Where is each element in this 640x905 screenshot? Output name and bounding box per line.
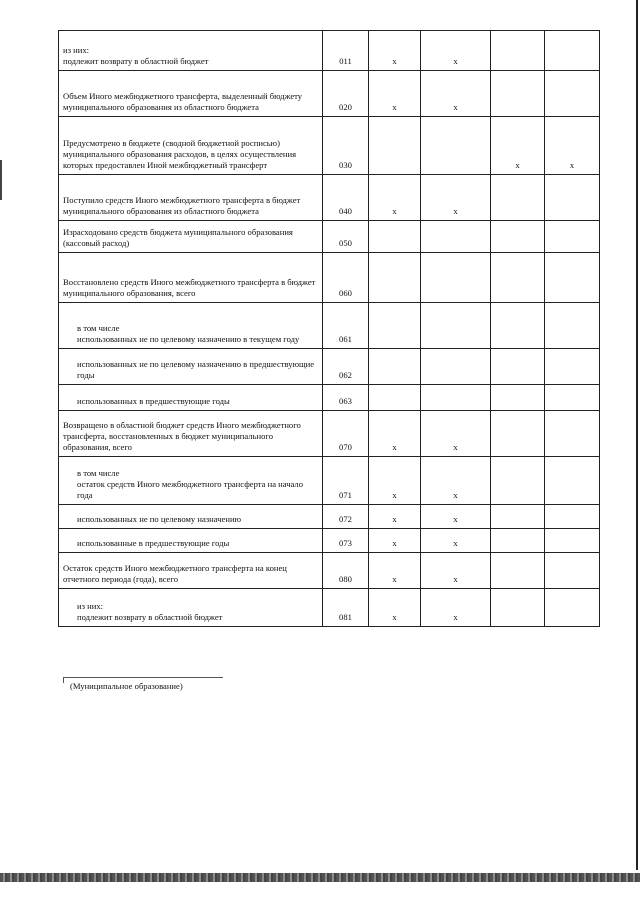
table-row — [59, 349, 600, 385]
value-cell: x — [421, 71, 491, 117]
row-label: Поступило средств Иного межбюджетного трансферта в бюджет муниципального образования из областного бюджета — [59, 175, 323, 221]
value-cell: x — [369, 411, 421, 457]
table-row — [59, 303, 600, 349]
value-cell: x — [421, 589, 491, 627]
row-label: использованных не по целевому назначению в предшествующие годы — [59, 349, 323, 385]
value-cell: x — [491, 117, 545, 175]
table-row — [59, 457, 600, 505]
value-cell: x — [369, 31, 421, 71]
value-cell: x — [421, 175, 491, 221]
row-label: в том числе использованных не по целевому назначению в текущем году — [59, 303, 323, 349]
scan-edge-right — [636, 0, 638, 870]
value-cell — [369, 221, 421, 253]
value-cell: x — [369, 529, 421, 553]
value-cell — [421, 303, 491, 349]
value-cell — [491, 221, 545, 253]
table-row — [59, 31, 600, 71]
value-cell: x — [421, 411, 491, 457]
value-cell — [491, 31, 545, 71]
row-label: Возвращено в областной бюджет средств Иного межбюджетного трансферта, восстановленных в бюджет муниципального образования, всего — [59, 411, 323, 457]
row-code: 081 — [323, 589, 369, 627]
table-row — [59, 385, 600, 411]
row-code: 060 — [323, 253, 369, 303]
value-cell: x — [369, 505, 421, 529]
value-cell — [369, 385, 421, 411]
value-cell — [491, 175, 545, 221]
table-row — [59, 589, 600, 627]
value-cell — [545, 253, 600, 303]
table-row — [59, 71, 600, 117]
value-cell — [421, 349, 491, 385]
value-cell — [421, 385, 491, 411]
value-cell — [545, 385, 600, 411]
row-code: 071 — [323, 457, 369, 505]
table-row — [59, 553, 600, 589]
row-code: 050 — [323, 221, 369, 253]
row-code: 063 — [323, 385, 369, 411]
value-cell — [491, 505, 545, 529]
row-label: Израсходовано средств бюджета муниципального образования (кассовый расход) — [59, 221, 323, 253]
row-label: из них: подлежит возврату в областной бюджет — [59, 31, 323, 71]
row-code: 080 — [323, 553, 369, 589]
report-table-body — [59, 31, 600, 627]
value-cell — [369, 253, 421, 303]
row-code: 030 — [323, 117, 369, 175]
scan-edge-bottom — [0, 873, 640, 882]
value-cell: x — [369, 175, 421, 221]
value-cell: x — [421, 457, 491, 505]
row-code: 011 — [323, 31, 369, 71]
value-cell — [545, 529, 600, 553]
value-cell — [545, 589, 600, 627]
row-label: использованных в предшествующие годы — [59, 385, 323, 411]
table-row — [59, 505, 600, 529]
value-cell — [491, 411, 545, 457]
value-cell — [491, 553, 545, 589]
value-cell — [545, 303, 600, 349]
row-label: использованных не по целевому назначению — [59, 505, 323, 529]
value-cell: x — [369, 553, 421, 589]
signature-line — [63, 677, 223, 678]
value-cell — [545, 349, 600, 385]
value-cell: x — [421, 553, 491, 589]
table-row — [59, 175, 600, 221]
row-label: Предусмотрено в бюджете (сводной бюджетной росписью) муниципального образования расходов, в целях осуществления которых предоставлен Иной межбюджетный трансферт — [59, 117, 323, 175]
value-cell — [545, 457, 600, 505]
value-cell — [491, 385, 545, 411]
value-cell — [545, 71, 600, 117]
row-code: 020 — [323, 71, 369, 117]
value-cell: x — [369, 457, 421, 505]
value-cell — [545, 221, 600, 253]
report-table — [58, 30, 600, 627]
row-label: из них: подлежит возврату в областной бюджет — [59, 589, 323, 627]
value-cell — [491, 253, 545, 303]
value-cell: x — [421, 529, 491, 553]
value-cell — [491, 349, 545, 385]
value-cell: x — [369, 589, 421, 627]
value-cell — [421, 253, 491, 303]
value-cell: x — [421, 505, 491, 529]
signature-caption: (Муниципальное образование) — [70, 681, 183, 691]
value-cell: x — [545, 117, 600, 175]
row-code: 061 — [323, 303, 369, 349]
value-cell — [421, 117, 491, 175]
value-cell — [421, 221, 491, 253]
value-cell — [545, 31, 600, 71]
value-cell — [545, 175, 600, 221]
row-code: 072 — [323, 505, 369, 529]
value-cell: x — [369, 71, 421, 117]
value-cell: x — [421, 31, 491, 71]
row-code: 040 — [323, 175, 369, 221]
row-label: использованные в предшествующие годы — [59, 529, 323, 553]
value-cell — [369, 349, 421, 385]
value-cell — [491, 457, 545, 505]
row-code: 073 — [323, 529, 369, 553]
value-cell — [545, 553, 600, 589]
value-cell — [491, 71, 545, 117]
value-cell — [491, 589, 545, 627]
table-row — [59, 221, 600, 253]
value-cell — [369, 303, 421, 349]
row-label: Остаток средств Иного межбюджетного трансферта на конец отчетного периода (года), всего — [59, 553, 323, 589]
row-label: Восстановлено средств Иного межбюджетного трансферта в бюджет муниципального образования, всего — [59, 253, 323, 303]
value-cell — [545, 505, 600, 529]
row-label: в том числе остаток средств Иного межбюджетного трансферта на начало года — [59, 457, 323, 505]
table-row — [59, 529, 600, 553]
value-cell — [491, 529, 545, 553]
row-code: 062 — [323, 349, 369, 385]
row-label: Объем Иного межбюджетного трансферта, выделенный бюджету муниципального образования из областного бюджета — [59, 71, 323, 117]
table-row — [59, 253, 600, 303]
scan-edge-left — [0, 160, 2, 200]
value-cell — [491, 303, 545, 349]
table-row — [59, 117, 600, 175]
table-row — [59, 411, 600, 457]
row-code: 070 — [323, 411, 369, 457]
value-cell — [545, 411, 600, 457]
value-cell — [369, 117, 421, 175]
